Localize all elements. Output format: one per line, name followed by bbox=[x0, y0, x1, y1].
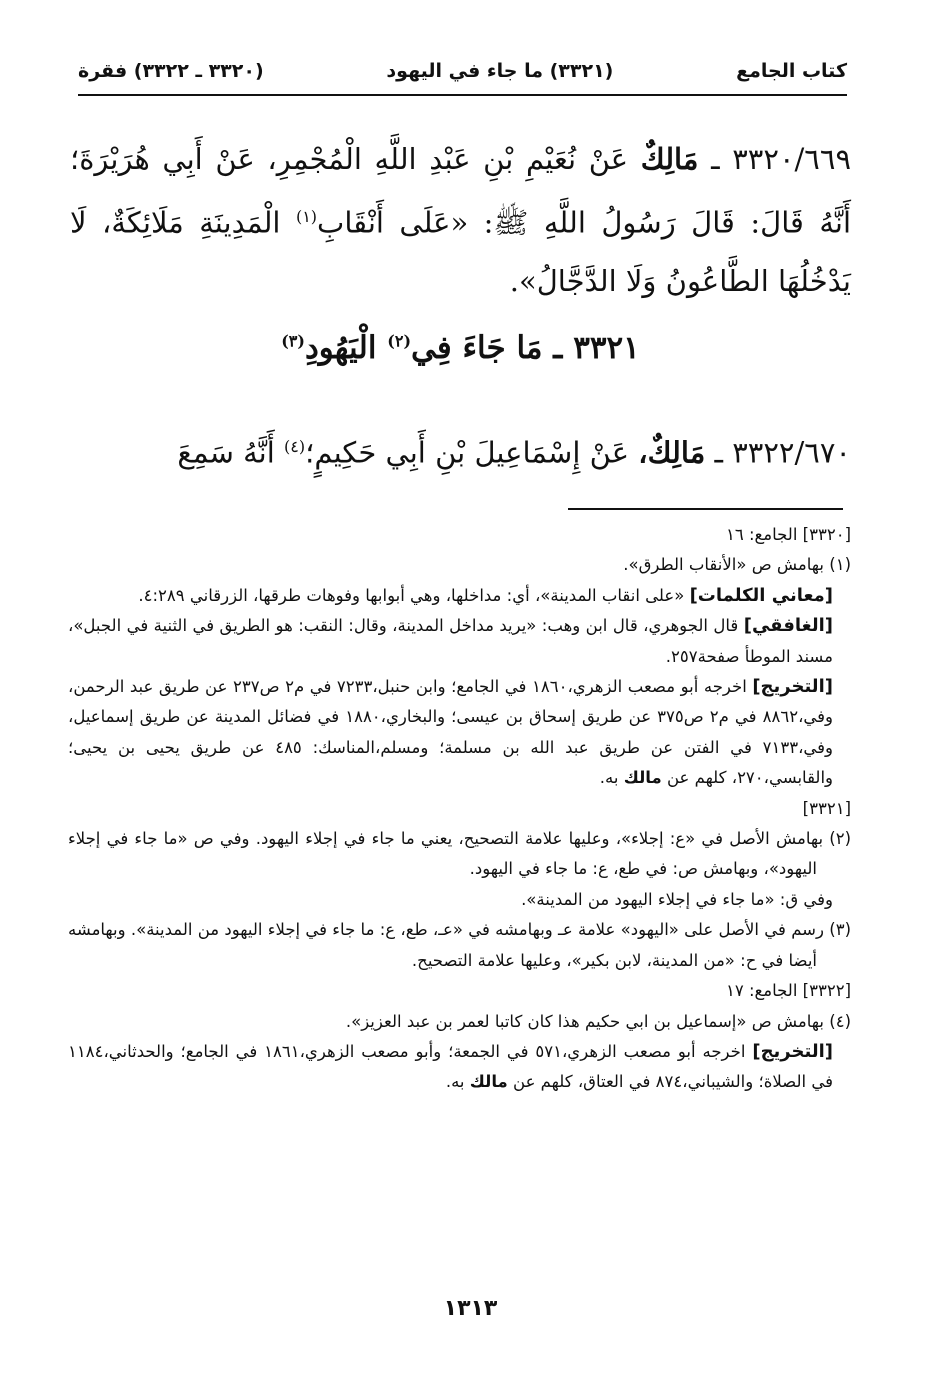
footnotes bbox=[68, 520, 851, 1098]
hadith-text-continued: أَنَّهُ سَمِعَ bbox=[177, 435, 275, 470]
hadith-text: عَنْ نُعَيْمِ بْنِ عَبْدِ اللَّهِ الْمُجْمِرِ، عَنْ أَبِي هُرَيْرَةَ؛ أَنَّهُ قَالَ: قَالَ رَسُولُ اللَّهِ ﷺ: «عَلَى أَنْقَابِ bbox=[70, 142, 852, 240]
hadith-text-continued: الْمَدِينَةِ مَلَائِكَةٌ، لَا يَدْخُلُهَا الطَّاعُونُ وَلَا الدَّجَّالُ». bbox=[70, 205, 851, 298]
hadith-3322 bbox=[70, 418, 851, 482]
footnote-2-q: وفي ق: «ما جاء في إجلاء اليهود من المدينة». bbox=[521, 889, 833, 909]
hadith-number: ٣٣٢٠/٦٦٩ ـ bbox=[711, 142, 852, 176]
page-number: ١٣١٣ bbox=[443, 1296, 498, 1321]
note-malik: مالك bbox=[623, 768, 662, 788]
hadith-narrator: مَالِكٌ، bbox=[638, 435, 706, 470]
chapter-heading bbox=[70, 330, 851, 366]
hadith-number: ٣٣٢٢/٦٧٠ ـ bbox=[714, 435, 851, 470]
footnote-1-ghafiqi bbox=[68, 611, 851, 672]
tag-label: [الغافقي] bbox=[743, 615, 833, 637]
note-text: قال الجوهري، قال ابن وهب: «يريد مداخل المدينة، وقال: النقب: هو الطريق في الثنية في الجبل»، مسند الموطأ صفحة٢٥٧. bbox=[68, 616, 833, 666]
footnote-1-takhrij bbox=[68, 672, 851, 794]
note-malik: مالك bbox=[469, 1072, 508, 1092]
note-text: «على انقاب المدينة»، أي: مداخلها، وهي أبوابها وفوهات طرقها، الزرقاني ٤:٢٨٩. bbox=[138, 585, 685, 605]
tag-label: [التخريج] bbox=[752, 1040, 833, 1062]
footnote-marker-1[interactable]: (١) bbox=[295, 207, 318, 226]
note-text-end: به. bbox=[599, 768, 619, 788]
footnote-2: (٢) بهامش الأصل في «ع: إجلاء»، وعليها علامة التصحيح، يعني ما جاء في إجلاء اليهود. وفي ص «ما جاء في إجلاء اليهود»، وبهامش ص: في طع، ع: ما جاء في اليهود. bbox=[68, 829, 851, 879]
footnote-separator bbox=[568, 508, 843, 510]
footnote-marker-3[interactable]: (٣) bbox=[281, 331, 305, 351]
footnote-3: (٣) رسم في الأصل على «اليهود» علامة عـ وبهامشه في «عـ، طع، ع: ما جاء في إجلاء اليهود من المدينة». وبهامشه أيضا في ح: «من المدينة، لابن بكير»، وعليها علامة التصحيح. bbox=[68, 920, 851, 970]
footnote-1: (١) بهامش ص «الأنقاب الطرق». bbox=[623, 555, 851, 575]
hadith-text: عَنْ إِسْمَاعِيلَ بْنِ أَبِي حَكِيمٍ؛ bbox=[305, 435, 630, 470]
tag-label: [التخريج] bbox=[752, 676, 833, 698]
note-text: اخرجه أبو مصعب الزهري،١٨٦٠ في الجامع؛ وابن حنبل،٧٢٣٣ في م٢ ص٢٣٧ عن طريق عبد الرحمن، وفي،٨٨٦٢ في م٢ ص٣٧٥ عن طريق إسحاق بن عيسى؛ والبخاري،١٨٨٠ في فضائل المدينة عن طريق إسماعيل، وفي،٧١٣٣ في الفتن عن طريق عبد الله بن مسلمة؛ ومسلم،المناسك: ٤٨٥ عن طريق يحيى بن يحيى؛ والقابسي،٢٧٠، كلهم عن bbox=[68, 677, 833, 788]
running-header bbox=[78, 52, 847, 96]
footnote-marker-4[interactable]: (٤) bbox=[284, 437, 306, 456]
footnote-1-maani bbox=[68, 581, 851, 611]
chapter-heading-text: ٣٣٢١ ـ مَا جَاءَ فِي bbox=[411, 330, 640, 366]
hadith-3320 bbox=[70, 130, 851, 310]
header-chapter-title: (٣٣٢١) ما جاء في اليهود bbox=[386, 60, 614, 82]
tag-label: [معاني الكلمات] bbox=[689, 584, 833, 606]
note-ref-3321: [٣٣٢١] bbox=[802, 798, 851, 818]
header-paragraph-range: (٣٣٢٠ ـ ٣٣٢٢) فقرة bbox=[78, 60, 264, 82]
note-ref-3320: [٣٣٢٠] الجامع: ١٦ bbox=[725, 525, 851, 544]
note-text: اخرجه أبو مصعب الزهري،٥٧١ في الجمعة؛ وأبو مصعب الزهري،١٨٦١ في الجامع؛ والحدثاني،١١٨٤ في الصلاة؛ والشيباني،٨٧٤ في العتاق، كلهم عن bbox=[68, 1041, 833, 1092]
footnote-4: (٤) بهامش ص «إسماعيل بن ابي حكيم هذا كان كاتبا لعمر بن عبد العزيز». bbox=[345, 1011, 851, 1031]
hadith-narrator: مَالِكٌ bbox=[640, 142, 699, 176]
header-book-title: كتاب الجامع bbox=[736, 60, 847, 82]
footnote-4-takhrij bbox=[68, 1037, 851, 1098]
note-text-end: به. bbox=[445, 1072, 465, 1092]
footnote-marker-2[interactable]: (٢) bbox=[387, 331, 412, 351]
chapter-heading-text-2: الْيَهُودِ bbox=[304, 330, 377, 366]
note-ref-3322: [٣٣٢٢] الجامع: ١٧ bbox=[725, 981, 851, 1001]
